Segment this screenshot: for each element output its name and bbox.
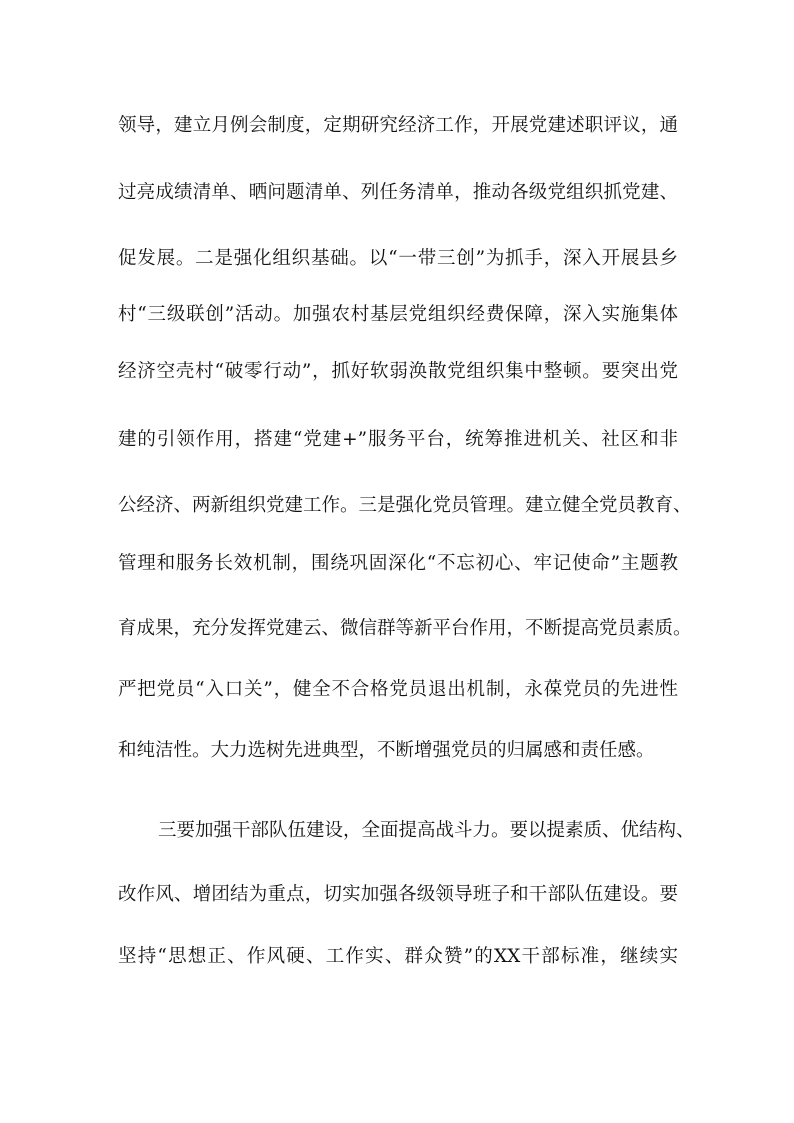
text-line-2: 过亮成绩清单、晒问题清单、列任务清单，推动各级党组织抓党建、 <box>118 182 678 203</box>
text-line-14: 坚持“思想正、作风硬、工作实、群众赞”的XX干部标准，继续实 <box>118 946 678 967</box>
text-line-13: 改作风、增团结为重点，切实加强各级领导班子和干部队伍建设。要 <box>118 884 678 905</box>
text-line-3: 促发展。二是强化组织基础。以“一带三创”为抓手，深入开展县乡 <box>118 248 678 269</box>
text-line-4: 村“三级联创”活动。加强农村基层党组织经费保障，深入实施集体 <box>118 304 678 325</box>
text-line-9: 育成果，充分发挥党建云、微信群等新平台作用，不断提高党员素质。 <box>118 618 692 639</box>
text-line-11: 和纯洁性。大力选树先进典型，不断增强党员的归属感和责任感。 <box>118 740 655 761</box>
text-line-6: 建的引领作用，搭建“党建+”服务平台，统筹推进机关、社区和非 <box>118 429 678 450</box>
text-line-7: 公经济、两新组织党建工作。三是强化党员管理。建立健全党员教育、 <box>118 495 692 516</box>
text-line-10: 严把党员“入口关”，健全不合格党员退出机制，永葆党员的先进性 <box>118 679 678 700</box>
text-line-1: 领导，建立月例会制度，定期研究经济工作，开展党建述职评议，通 <box>118 115 678 136</box>
text-line-5: 经济空壳村“破零行动”，抓好软弱涣散党组织集中整顿。要突出党 <box>118 361 678 382</box>
paragraph-2-first-line: 三要加强干部队伍建设，全面提高战斗力。要以提素质、优结构、 <box>158 820 695 841</box>
text-line-8: 管理和服务长效机制，围绕巩固深化“不忘初心、牢记使命”主题教 <box>118 553 678 574</box>
